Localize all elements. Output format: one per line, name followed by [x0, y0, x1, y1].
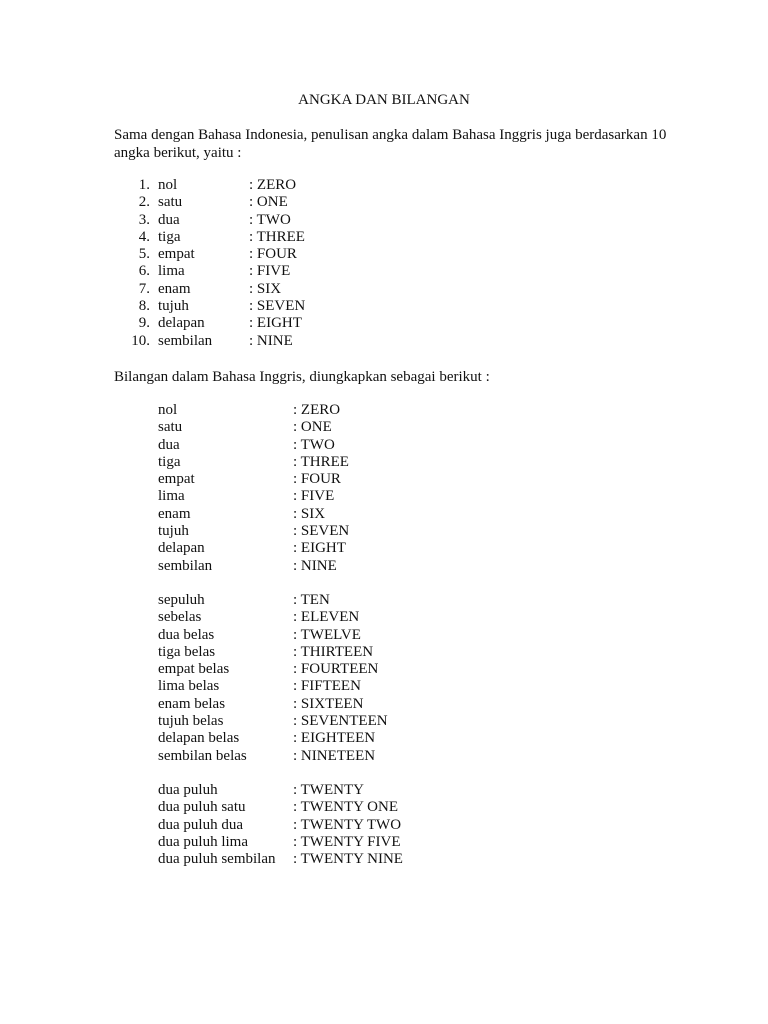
number-indonesian: lima	[158, 488, 185, 505]
number-indonesian: enam belas	[158, 695, 226, 712]
number-indonesian: tujuh	[158, 523, 189, 540]
list-item-indonesian: nol	[158, 177, 178, 193]
number-english: : TWELVE	[293, 626, 361, 643]
second-intro-paragraph: Bilangan dalam Bahasa Inggris, diungkapkan sebagai berikut :	[114, 369, 490, 385]
number-indonesian: sembilan	[158, 557, 213, 574]
number-indonesian: sembilan belas	[158, 747, 247, 764]
document-title: ANGKA DAN BILANGAN	[298, 92, 470, 108]
number-indonesian: delapan belas	[158, 730, 240, 747]
number-english: : FIFTEEN	[293, 678, 361, 695]
number-english: : EIGHT	[293, 540, 346, 557]
list-item-indonesian: sembilan	[158, 332, 213, 349]
list-item-english: : FIVE	[249, 263, 291, 280]
list-item-indonesian: lima	[158, 263, 185, 280]
number-indonesian: enam	[158, 505, 191, 522]
list-item-number: 4.	[138, 228, 150, 245]
number-english: : FOURTEEN	[293, 661, 379, 678]
number-english: : NINE	[293, 557, 337, 574]
number-english: : TWENTY TWO	[293, 816, 402, 833]
number-english: : ELEVEN	[293, 609, 360, 626]
number-english: : SEVENTEEN	[293, 713, 388, 730]
number-indonesian: satu	[158, 419, 183, 436]
number-indonesian: dua puluh dua	[158, 816, 243, 833]
list-item-english: : TWO	[249, 211, 291, 228]
number-indonesian: delapan	[158, 540, 205, 557]
list-item-number: 2.	[138, 194, 150, 211]
number-indonesian: dua	[158, 436, 180, 453]
number-english: : ONE	[293, 419, 332, 436]
number-english: : SEVEN	[293, 523, 350, 540]
number-indonesian: dua puluh sembilan	[158, 851, 276, 868]
number-indonesian: tujuh belas	[158, 713, 224, 730]
number-english: : SIXTEEN	[293, 695, 364, 712]
list-item-english: : THREE	[249, 228, 305, 245]
number-english: : TEN	[293, 592, 330, 608]
list-item-english: : SEVEN	[249, 298, 306, 315]
number-english: : TWENTY	[293, 782, 364, 798]
list-item-indonesian: satu	[158, 194, 183, 211]
list-item-indonesian: empat	[158, 246, 195, 263]
number-indonesian: dua puluh satu	[158, 799, 246, 816]
number-indonesian: tiga	[158, 453, 181, 470]
number-english: : TWO	[293, 436, 335, 453]
list-item-english: : EIGHT	[249, 315, 302, 332]
number-indonesian: tiga belas	[158, 643, 216, 660]
list-item-number: 9.	[138, 315, 150, 332]
list-item-number: 6.	[138, 263, 150, 280]
list-item-english: : NINE	[249, 332, 293, 349]
list-item-english: : FOUR	[249, 246, 297, 263]
number-indonesian: dua puluh	[158, 782, 218, 798]
list-item-english: : ZERO	[249, 177, 297, 193]
number-english: : THREE	[293, 453, 349, 470]
list-item-number: 5.	[138, 246, 150, 263]
list-item-number: 10.	[131, 332, 150, 349]
number-english: : TWENTY FIVE	[293, 833, 401, 850]
list-item-english: : ONE	[249, 194, 288, 211]
list-item-number: 7.	[138, 280, 150, 297]
list-item-number: 8.	[138, 298, 150, 315]
list-item-indonesian: dua	[158, 211, 180, 228]
number-english: : TWENTY NINE	[293, 851, 403, 868]
number-english: : FIVE	[293, 488, 335, 505]
number-indonesian: lima belas	[158, 678, 220, 695]
list-item-number: 3.	[138, 211, 150, 228]
number-indonesian: sepuluh	[158, 592, 205, 608]
list-item-english: : SIX	[249, 280, 282, 297]
number-english: : TWENTY ONE	[293, 799, 398, 816]
list-item-number: 1.	[138, 177, 150, 193]
number-english: : ZERO	[293, 402, 341, 418]
list-item-indonesian: tiga	[158, 228, 181, 245]
number-english: : THIRTEEN	[293, 643, 374, 660]
list-item-indonesian: delapan	[158, 315, 205, 332]
number-indonesian: empat	[158, 471, 195, 488]
number-english: : SIX	[293, 505, 326, 522]
number-indonesian: empat belas	[158, 661, 230, 678]
number-indonesian: nol	[158, 402, 178, 418]
number-english: : FOUR	[293, 471, 341, 488]
list-item-indonesian: enam	[158, 280, 191, 297]
number-indonesian: sebelas	[158, 609, 202, 626]
intro-paragraph: Sama dengan Bahasa Indonesia, penulisan angka dalam Bahasa Inggris juga berdasarkan 10 angka berikut, yaitu :	[114, 127, 667, 161]
number-english: : NINETEEN	[293, 747, 376, 764]
number-indonesian: dua puluh lima	[158, 833, 248, 850]
number-indonesian: dua belas	[158, 626, 215, 643]
list-item-indonesian: tujuh	[158, 298, 189, 315]
number-english: : EIGHTEEN	[293, 730, 376, 747]
